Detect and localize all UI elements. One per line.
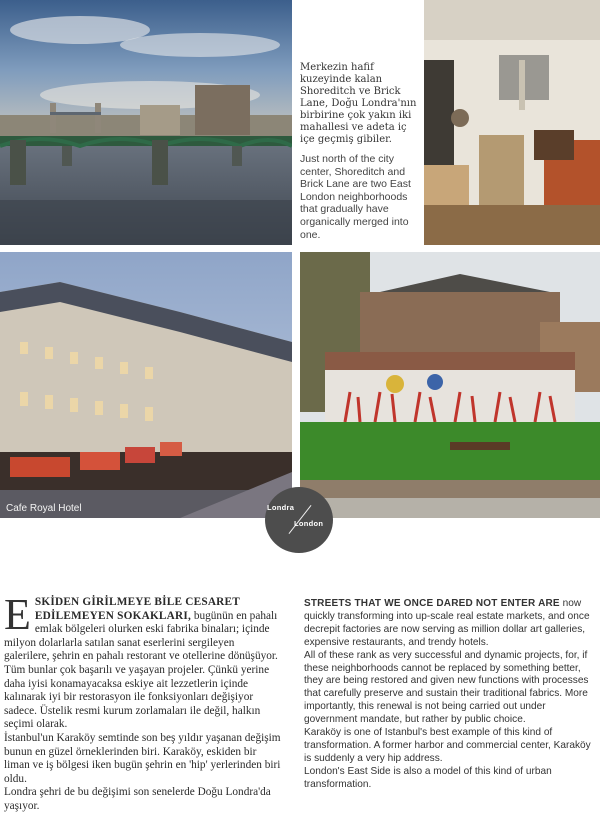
article-turkish-p2: Tüm bunlar çok başarılı ve yaşayan projeler. Çünkü yerine daha iyisi konamayacaksa eskiye ait lezzetlerin içinde kalınarak iyi bir restorasyon ile fonksiyonları değişiyor sadece. Üstelik resmi kurum zorlamaları ile değil, halkın seçimi olarak. bbox=[4, 663, 270, 731]
article-english-p2: All of these rank as very successful and dynamic projects, for, if these neighborhoods cannot be replaced by something better, they are being restored and given new functions with processes that carefully preserve and sustain their traditional fabrics. More importantly, this renewal is not being carried out under government mandate, but rather by public choice. bbox=[304, 649, 589, 726]
dropcap: E bbox=[4, 590, 31, 639]
article-english-p1: now quickly transforming into up-scale real estate markets, and once decrepit factories are now serving as million dollar art galleries, expensive restaurants, and trendy hotels. bbox=[304, 598, 590, 648]
photo-park-mural-building bbox=[300, 252, 600, 518]
article-turkish-lead: SKİDEN GİRİLMEYE BİLE CESARET EDİLEMEYEN SOKAKLARI, bbox=[34, 596, 240, 622]
article-turkish-p3: İstanbul'un Karaköy semtinde son beş yıldır yaşanan değişim bunun en güzel örneklerinden biri. Karaköy, eskiden bir liman ve iş bölgesi iken bugün şehrin en 'hip' yerlerinden biri oldu. bbox=[4, 731, 281, 785]
article-english-p3: Karaköy is one of Istanbul's best example of this kind of transformation. A former harbor and commercial center, Karaköy is suddenly a very hip address. bbox=[304, 727, 591, 764]
badge-label-turkish: Londra bbox=[267, 503, 295, 512]
article-english-p4: London's East Side is also a model of this kind of urban transformation. bbox=[304, 765, 552, 790]
caption-english: Just north of the city center, Shoreditch and Brick Lane are two East London neighborhoods that gradually have organically merged into one. bbox=[300, 153, 411, 241]
article-english bbox=[304, 598, 596, 792]
article-english-lead: STREETS THAT WE ONCE DARED NOT ENTER ARE bbox=[304, 598, 560, 609]
photo-interior-shop bbox=[424, 0, 600, 245]
article-turkish bbox=[4, 590, 282, 814]
hotel-photo-label: Cafe Royal Hotel bbox=[6, 503, 82, 514]
badge-label-english: London bbox=[294, 519, 324, 528]
photo-tower-bridge bbox=[0, 0, 292, 245]
photo-cafe-royal-hotel bbox=[0, 252, 295, 518]
article-turkish-p4: Londra şehri de bu değişimi son senelerde Doğu Londra'da yaşıyor. bbox=[4, 786, 271, 812]
caption-turkish: Merkezin hafif kuzeyinde kalan Shoreditch ve Brick Lane, Doğu Londra'nın birbirine çok yakın iki mahallesi ve adeta iç içe geçmiş gibiler. bbox=[300, 62, 417, 145]
article-turkish-p1: bugünün en pahalı emlak bölgeleri olurken eski fabrika binaları; içinde milyon dolarlarla satılan sanat eserlerini sergileyen galerilere, şehrin en pahalı restorant ve otellerine dönüşüyor. bbox=[4, 609, 278, 663]
